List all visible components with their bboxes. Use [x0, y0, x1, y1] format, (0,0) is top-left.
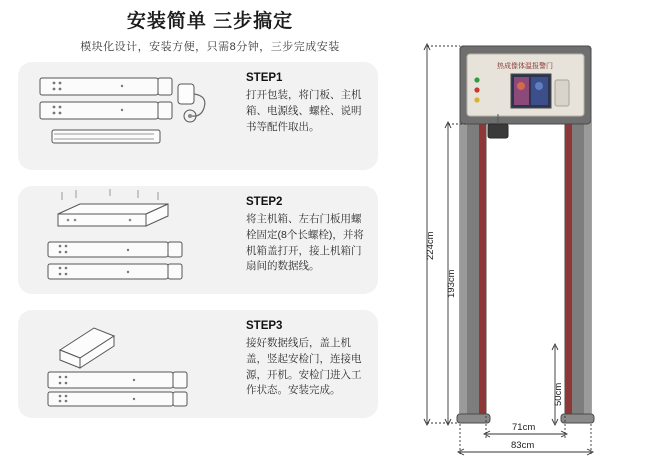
step-1-label: STEP1 [246, 72, 283, 84]
dim-total-width: 83cm [511, 440, 535, 451]
step-2-label: STEP2 [246, 196, 283, 208]
step-2-description: 将主机箱、左右门板用螺栓固定(8个长螺栓)，并将机箱盖打开，接上机箱门扇间的数据线。 [246, 213, 364, 273]
step-2-illustration [18, 186, 238, 294]
step-1-text-block [246, 72, 370, 135]
step-3-text-block [246, 320, 370, 399]
step-1-illustration [18, 62, 238, 170]
step-2-text-block [246, 196, 370, 275]
step-1-description: 打开包装，将门板、主机箱、电源线、螺栓、说明书等配件取出。 [246, 89, 362, 133]
step-3-description: 接好数据线后，盖上机盖，竖起安检门，连接电源，开机。安检门进入工作状态。安装完成。 [246, 337, 362, 397]
machine-diagram [415, 28, 645, 458]
step-card-2 [18, 186, 378, 294]
step-card-3 [18, 310, 378, 418]
dim-inner-height: 193cm [446, 269, 457, 298]
dim-total-height: 224cm [425, 231, 436, 260]
dim-inner-width: 71cm [512, 422, 536, 433]
dim-base-height: 50cm [553, 382, 564, 406]
step-card-1 [18, 62, 378, 170]
page-subtitle: 模块化设计，安装方便，只需8分钟，三步完成安装 [80, 41, 340, 53]
page-title: 安装简单 三步搞定 [126, 11, 294, 32]
step-3-label: STEP3 [246, 320, 283, 332]
step-3-illustration [18, 310, 238, 418]
svg-text:热成像体温报警门: 热成像体温报警门 [497, 63, 553, 70]
